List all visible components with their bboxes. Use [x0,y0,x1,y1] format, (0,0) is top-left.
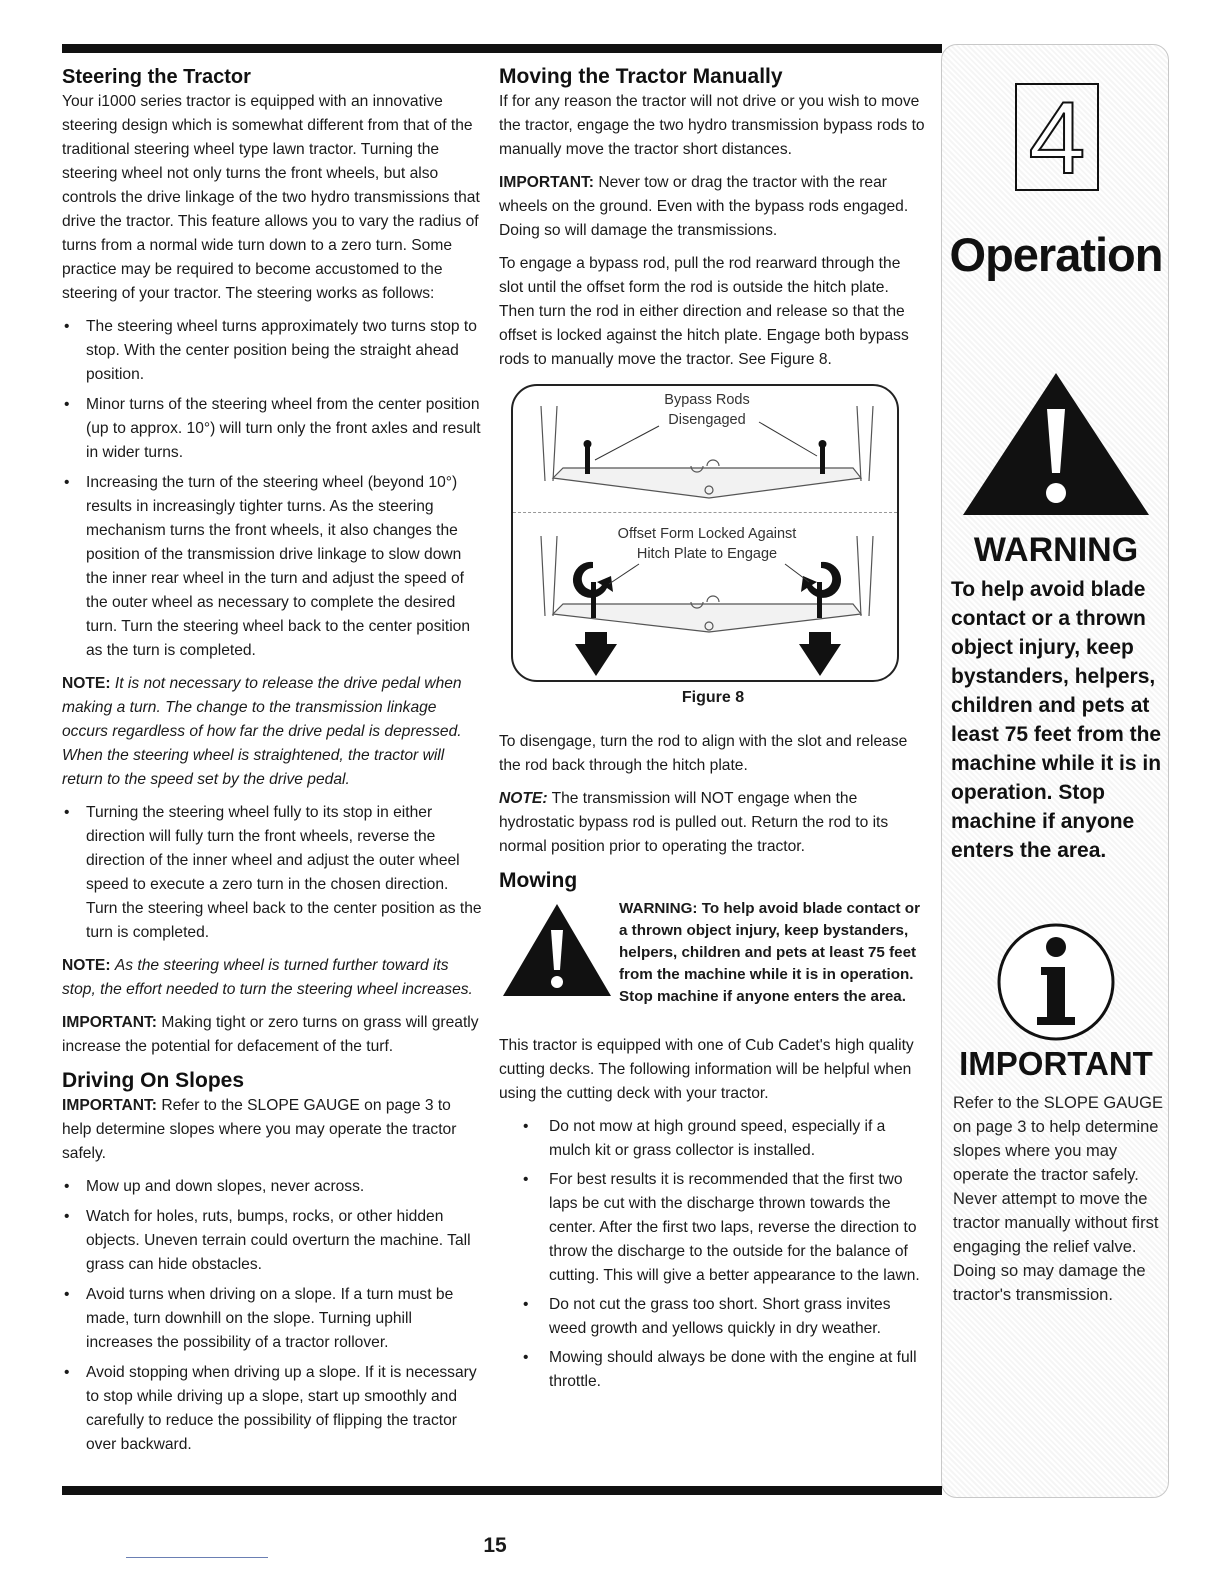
page-number: 15 [483,1534,507,1557]
manual-important [499,171,927,243]
list-item: • Turning the steering wheel fully to its stop in either direction will fully turn the front wheels, reverse the direction of the inner wheel and adjust the outer wheel speed to execute a zero turn in the chosen direction. Turn the steering wheel back to the center position as the turn is completed. [62,801,482,945]
chapter-sidebar [941,44,1169,1498]
list-item: • Avoid stopping when driving up a slope. If it is necessary to stop while driving up a slope, start up smoothly and carefully to reduce the possibility of flipping the tractor over backward. [62,1361,482,1457]
note-text: As the steering wheel is turned further toward its stop, the effort needed to turn the steering wheel increases. [62,957,473,998]
steering-intro: Your i1000 series tractor is equipped with an innovative steering design which is somewhat different from that of the traditional steering wheel type lawn tractor. Turning the steering wheel not only turns the front wheels, but also controls the drive linkage of the two hydro transmissions that drive the tractor. This feature allows you to vary the radius of turns from a normal wide turn down to a zero turn. Some practice may be required to become accustomed to the steering of your tractor. The steering works as follows: [62,93,480,302]
left-column [62,64,482,1466]
bypass-note [499,787,927,859]
bottom-rule [62,1486,942,1495]
warning-triangle-icon [499,900,615,1000]
important-label: IMPORTANT: [499,174,594,191]
warning-body: To help avoid blade contact or a thrown object injury, keep bystanders, helpers, children and pets at least 75 feet from the machine while it is in operation. Stop machine if anyone enters the area. [619,900,920,1005]
important-text: Refer to the SLOPE GAUGE on page 3 to help determine slopes where you may operate the tractor safely. [62,1097,457,1162]
list-item: • Minor turns of the steering wheel from the center position (up to approx. 10°) will turn only the front axles and result in wider turns. [62,393,482,465]
note-label: NOTE: [499,790,548,807]
figure-caption: Figure 8 [681,689,745,706]
sidebar-warning-text: To help avoid blade contact or a thrown object injury, keep bystanders, helpers, children and pets at least 75 feet from the machine while it is in operation. Stop machine if anyone enters the area. [951,578,1162,862]
footer-link-line [126,1557,268,1558]
warning-triangle-icon [959,369,1153,519]
slopes-title: Driving On Slopes [62,1069,245,1092]
note-text: It is not necessary to release the drive pedal when making a turn. The change to the transmission linkage occurs regardless of how far the drive pedal is depressed. When the steering wheel is straightened, the tractor will return to the speed set by the drive pedal. [62,675,462,788]
important-text: Making tight or zero turns on grass will greatly increase the potential for defacement of the turf. [62,1014,479,1055]
list-item: • Avoid turns when driving on a slope. If a turn must be made, turn downhill on the slope. Turning uphill increases the possibility of a tractor rollover. [62,1283,482,1355]
top-rule [62,44,942,53]
info-icon [995,921,1117,1043]
sidebar-important-text: Refer to the SLOPE GAUGE on page 3 to help determine slopes where you may operate the tractor safely. Never attempt to move the tractor manually without first engaging the relief valve. Doing so may damage the tractor's transmission. [953,1094,1164,1304]
list-item: • Watch for holes, ruts, bumps, rocks, or other hidden objects. Uneven terrain could overturn the machine. Tall grass can hide obstacles. [62,1205,482,1277]
steering-bullets [62,315,482,663]
important-label: IMPORTANT: [62,1097,157,1114]
warning-label: WARNING: [619,900,698,917]
steering-important [62,1011,482,1059]
figure-label-top [513,390,899,430]
figure-label-line: Bypass Rods [664,392,750,408]
important-text: Never tow or drag the tractor with the rear wheels on the ground. Even with the bypass rods engaged. Doing so will damage the transmissions. [499,174,909,239]
mowing-warning [499,898,927,1026]
sidebar-warning-heading: WARNING [973,531,1139,569]
figure-8 [511,384,899,682]
figure-label-line: Offset Form Locked Against [617,526,797,542]
zero-turn-bullet [62,801,482,945]
figure-divider [513,512,897,513]
figure-label-bottom [513,524,899,564]
mowing-intro: This tractor is equipped with one of Cub Cadet's high quality cutting decks. The following information will be helpful when using the cutting deck with your tractor. [499,1037,914,1102]
slopes-important [62,1094,482,1166]
disengage-text: To disengage, turn the rod to align with the slot and release the rod back through the hitch plate. [499,733,908,774]
mowing-title: Mowing [499,869,578,892]
list-item: • Do not cut the grass too short. Short grass invites weed growth and yellows quickly in dry weather. [499,1293,927,1341]
middle-column [499,64,927,1403]
steering-note-1 [62,672,482,792]
note-label: NOTE: [62,957,111,974]
list-item: • Mowing should always be done with the engine at full throttle. [499,1346,927,1394]
chapter-number: 4 [1015,83,1099,191]
figure-label-line: Hitch Plate to Engage [636,546,778,562]
mowing-bullets [499,1115,927,1394]
mowing-warning-text [619,898,929,1008]
important-label: IMPORTANT: [62,1014,157,1031]
steering-note-2 [62,954,482,1002]
chapter-title: Operation [949,228,1163,281]
list-item: • For best results it is recommended that the first two laps be cut with the discharge thrown towards the center. After the first two laps, reverse the direction to throw the discharge to the outside for the balance of cutting. This will give a better appearance to the lawn. [499,1168,927,1288]
slopes-bullets [62,1175,482,1457]
list-item: • The steering wheel turns approximately two turns stop to stop. With the center position being the straight ahead position. [62,315,482,387]
list-item: • Do not mow at high ground speed, especially if a mulch kit or grass collector is installed. [499,1115,927,1163]
list-item: • Mow up and down slopes, never across. [62,1175,482,1199]
list-item: • Increasing the turn of the steering wheel (beyond 10°) results in increasingly tighter turns. As the steering mechanism turns the front wheels, it also changes the position of the transmission drive linkage to slow down the inner rear wheel in the turn and adjust the speed of the outer wheel as necessary to complete the desired turn. Turn the steering wheel back to the center position as the turn is completed. [62,471,482,663]
manual-intro: If for any reason the tractor will not drive or you wish to move the tractor, engage the two hydro transmission bypass rods to manually move the tractor short distances. [499,93,925,158]
note-text: The transmission will NOT engage when the hydrostatic bypass rod is pulled out. Return the rod to its normal position prior to operating the tractor. [499,790,889,855]
sidebar-important-heading: IMPORTANT [959,1045,1153,1082]
steering-title: Steering the Tractor [62,66,251,88]
manual-title: Moving the Tractor Manually [499,65,783,88]
manual-engage: To engage a bypass rod, pull the rod rearward through the slot until the offset form the rod is outside the hitch plate. Then turn the rod in either direction and release so that the offset is locked against the hitch plate. Engage both bypass rods to manually move the tractor. See Figure 8. [499,255,909,368]
figure-label-line: Disengaged [668,412,746,428]
note-label: NOTE: [62,675,111,692]
